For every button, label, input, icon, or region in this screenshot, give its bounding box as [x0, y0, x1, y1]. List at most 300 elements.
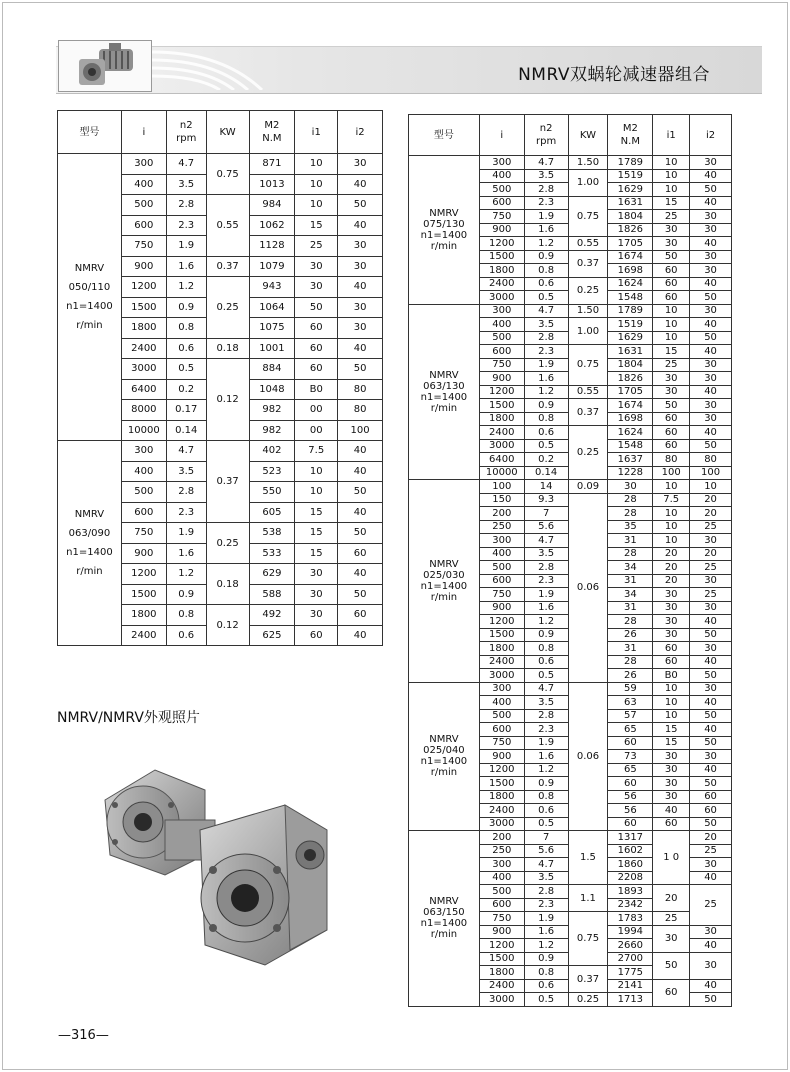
n2-cell: 0.6 [166, 625, 206, 646]
ratio-cell: 900 [479, 223, 524, 237]
n2-cell: 4.7 [524, 682, 568, 696]
m2-cell: 1674 [608, 250, 653, 264]
n2-cell: 1.9 [166, 523, 206, 544]
n2-cell: 2.8 [524, 183, 568, 197]
m2-cell: 1629 [608, 183, 653, 197]
n2-cell: 0.9 [166, 297, 206, 318]
ratio-cell: 1800 [479, 264, 524, 278]
ratio-cell: 200 [479, 507, 524, 521]
m2-cell: 2700 [608, 952, 653, 966]
header-m2: M2 N.M [608, 115, 653, 156]
ratio-cell: 1500 [479, 250, 524, 264]
n2-cell: 2.8 [166, 195, 206, 216]
i2-cell: 30 [690, 372, 732, 386]
n2-cell: 1.9 [524, 736, 568, 750]
i2-cell: 20 [690, 493, 732, 507]
n2-cell: 0.6 [524, 804, 568, 818]
i1-cell: 15 [295, 523, 338, 544]
m2-cell: 59 [608, 682, 653, 696]
page-title: NMRV双蜗轮减速器组合 [518, 65, 710, 85]
m2-cell: 1826 [608, 223, 653, 237]
kw-cell: 0.09 [568, 480, 608, 494]
kw-cell: 0.75 [206, 154, 249, 195]
ratio-cell: 2400 [479, 655, 524, 669]
header-i: i [479, 115, 524, 156]
n2-cell: 2.8 [524, 331, 568, 345]
ratio-cell: 3000 [121, 359, 166, 380]
i1-cell: 15 [653, 196, 690, 210]
i2-cell: 30 [690, 858, 732, 872]
kw-cell: 0.75 [568, 196, 608, 237]
m2-cell: 402 [249, 441, 295, 462]
kw-cell: 0.25 [568, 993, 608, 1007]
i1-cell: 30 [653, 763, 690, 777]
i1-cell: 20 [653, 574, 690, 588]
m2-cell: 1698 [608, 264, 653, 278]
ratio-cell: 750 [479, 210, 524, 224]
n2-cell: 2.8 [524, 885, 568, 899]
i2-cell: 40 [338, 625, 383, 646]
i2-cell: 50 [690, 709, 732, 723]
n2-cell: 1.9 [524, 588, 568, 602]
n2-cell: 1.6 [524, 372, 568, 386]
i2-cell: 25 [690, 588, 732, 602]
ratio-cell: 300 [479, 156, 524, 170]
kw-cell: 1.50 [568, 156, 608, 170]
ratio-cell: 1500 [479, 777, 524, 791]
i2-cell: 30 [690, 358, 732, 372]
m2-cell: 31 [608, 601, 653, 615]
ratio-cell: 750 [479, 912, 524, 926]
n2-cell: 3.5 [524, 547, 568, 561]
i1-cell: 60 [653, 277, 690, 291]
header-i2: i2 [690, 115, 732, 156]
ratio-cell: 150 [479, 493, 524, 507]
i2-cell: 30 [690, 534, 732, 548]
i1-cell: B0 [295, 379, 338, 400]
i2-cell: 50 [690, 817, 732, 831]
n2-cell: 3.5 [166, 461, 206, 482]
ratio-cell: 6400 [121, 379, 166, 400]
i1-cell: 30 [653, 237, 690, 251]
ratio-cell: 1200 [479, 385, 524, 399]
ratio-cell: 2400 [479, 979, 524, 993]
i2-cell: 50 [690, 628, 732, 642]
i1-cell: 10 [653, 318, 690, 332]
n2-cell: 2.3 [524, 196, 568, 210]
i2-cell: 30 [690, 642, 732, 656]
i2-cell: 30 [338, 236, 383, 257]
i1-cell: 25 [653, 210, 690, 224]
n2-cell: 1.2 [524, 939, 568, 953]
ratio-cell: 300 [479, 534, 524, 548]
n2-cell: 2.3 [166, 502, 206, 523]
i1-cell: 25 [653, 912, 690, 926]
m2-cell: 31 [608, 574, 653, 588]
ratio-cell: 2400 [479, 426, 524, 440]
model-cell: NMRV 025/040 n1=1400 r/min [409, 682, 480, 831]
i2-cell: 40 [690, 277, 732, 291]
ratio-cell: 400 [479, 696, 524, 710]
n2-cell: 0.8 [524, 642, 568, 656]
i2-cell: 40 [338, 502, 383, 523]
m2-cell: 28 [608, 547, 653, 561]
ratio-cell: 250 [479, 844, 524, 858]
m2-cell: 1064 [249, 297, 295, 318]
spec-table-right [408, 114, 732, 1007]
i1-cell: 30 [295, 584, 338, 605]
header-model: 型号 [409, 115, 480, 156]
m2-cell: 605 [249, 502, 295, 523]
i1-cell: 80 [653, 453, 690, 467]
i2-cell: 50 [690, 439, 732, 453]
m2-cell: 56 [608, 790, 653, 804]
i1-cell: 20 [653, 885, 690, 912]
m2-cell: 1317 [608, 831, 653, 845]
n2-cell: 1.9 [524, 210, 568, 224]
m2-cell: 1519 [608, 318, 653, 332]
i1-cell: 60 [295, 625, 338, 646]
kw-cell: 0.25 [568, 277, 608, 304]
i1-cell: 50 [653, 399, 690, 413]
kw-cell: 1.50 [568, 304, 608, 318]
m2-cell: 34 [608, 588, 653, 602]
n2-cell: 5.6 [524, 520, 568, 534]
m2-cell: 35 [608, 520, 653, 534]
m2-cell: 1994 [608, 925, 653, 939]
m2-cell: 982 [249, 420, 295, 441]
ratio-cell: 400 [121, 461, 166, 482]
i1-cell: 30 [653, 790, 690, 804]
n2-cell: 1.9 [166, 236, 206, 257]
table-row [409, 156, 732, 170]
i2-cell: 30 [690, 223, 732, 237]
i2-cell: 40 [338, 215, 383, 236]
n2-cell: 0.6 [166, 338, 206, 359]
ratio-cell: 1500 [479, 399, 524, 413]
m2-cell: 1713 [608, 993, 653, 1007]
i1-cell: 60 [653, 439, 690, 453]
kw-cell: 0.75 [568, 345, 608, 386]
m2-cell: 1804 [608, 358, 653, 372]
i2-cell: 25 [690, 885, 732, 926]
i2-cell: 40 [690, 615, 732, 629]
i1-cell: 20 [653, 561, 690, 575]
i2-cell: 30 [690, 250, 732, 264]
ratio-cell: 2400 [121, 338, 166, 359]
i1-cell: 30 [653, 777, 690, 791]
n2-cell: 4.7 [524, 534, 568, 548]
n2-cell: 2.8 [524, 561, 568, 575]
i1-cell: B0 [653, 669, 690, 683]
m2-cell: 625 [249, 625, 295, 646]
kw-cell: 0.75 [568, 912, 608, 966]
m2-cell: 550 [249, 482, 295, 503]
m2-cell: 1624 [608, 426, 653, 440]
m2-cell: 1631 [608, 196, 653, 210]
n2-cell: 0.8 [166, 605, 206, 626]
m2-cell: 538 [249, 523, 295, 544]
i2-cell: 30 [338, 256, 383, 277]
i2-cell: 30 [338, 318, 383, 339]
ratio-cell: 400 [479, 318, 524, 332]
i1-cell: 30 [653, 372, 690, 386]
spec-table-left [57, 110, 383, 646]
m2-cell: 533 [249, 543, 295, 564]
ratio-cell: 3000 [479, 993, 524, 1007]
ratio-cell: 6400 [479, 453, 524, 467]
ratio-cell: 900 [479, 925, 524, 939]
ratio-cell: 1800 [479, 642, 524, 656]
i2-cell: 40 [690, 723, 732, 737]
kw-cell: 0.55 [568, 385, 608, 399]
i2-cell: 80 [338, 379, 383, 400]
n2-cell: 0.17 [166, 400, 206, 421]
ratio-cell: 600 [479, 723, 524, 737]
table-row [58, 154, 383, 175]
m2-cell: 492 [249, 605, 295, 626]
i2-cell: 40 [690, 763, 732, 777]
ratio-cell: 1500 [121, 297, 166, 318]
i1-cell: 10 [653, 682, 690, 696]
i1-cell: 10 [295, 482, 338, 503]
n2-cell: 4.7 [524, 304, 568, 318]
i1-cell: 15 [653, 723, 690, 737]
ratio-cell: 500 [479, 885, 524, 899]
ratio-cell: 900 [479, 372, 524, 386]
i1-cell: 50 [653, 952, 690, 979]
i1-cell: 60 [295, 338, 338, 359]
kw-cell: 0.18 [206, 564, 249, 605]
table-header-row [409, 115, 732, 156]
n2-cell: 1.2 [524, 237, 568, 251]
ratio-cell: 600 [121, 502, 166, 523]
m2-cell: 57 [608, 709, 653, 723]
ratio-cell: 1800 [479, 790, 524, 804]
ratio-cell: 600 [121, 215, 166, 236]
i1-cell: 10 [653, 696, 690, 710]
double-worm-gearbox-photo [95, 760, 335, 970]
ratio-cell: 1800 [479, 966, 524, 980]
i2-cell: 100 [338, 420, 383, 441]
n2-cell: 3.5 [166, 174, 206, 195]
i1-cell: 10 [653, 304, 690, 318]
i1-cell: 30 [653, 628, 690, 642]
ratio-cell: 900 [121, 256, 166, 277]
ratio-cell: 600 [479, 345, 524, 359]
n2-cell: 1.6 [524, 223, 568, 237]
kw-cell: 0.37 [206, 256, 249, 277]
m2-cell: 1062 [249, 215, 295, 236]
i1-cell: 50 [295, 297, 338, 318]
kw-cell: 1.00 [568, 169, 608, 196]
ratio-cell: 400 [479, 871, 524, 885]
m2-cell: 34 [608, 561, 653, 575]
n2-cell: 0.6 [524, 979, 568, 993]
n2-cell: 4.7 [524, 858, 568, 872]
m2-cell: 1075 [249, 318, 295, 339]
header-i: i [121, 111, 166, 154]
n2-cell: 1.2 [166, 277, 206, 298]
kw-cell: 1.5 [568, 831, 608, 885]
m2-cell: 982 [249, 400, 295, 421]
m2-cell: 1624 [608, 277, 653, 291]
table-row [409, 480, 732, 494]
i1-cell: 20 [653, 547, 690, 561]
n2-cell: 1.2 [166, 564, 206, 585]
n2-cell: 2.3 [524, 345, 568, 359]
i1-cell: 15 [295, 502, 338, 523]
i1-cell: 00 [295, 400, 338, 421]
n2-cell: 3.5 [524, 169, 568, 183]
model-cell: NMRV 063/090 n1=1400 r/min [58, 441, 122, 646]
ratio-cell: 600 [479, 196, 524, 210]
i2-cell: 30 [690, 399, 732, 413]
m2-cell: 31 [608, 534, 653, 548]
n2-cell: 0.6 [524, 426, 568, 440]
n2-cell: 3.5 [524, 696, 568, 710]
i2-cell: 40 [338, 564, 383, 585]
n2-cell: 0.9 [166, 584, 206, 605]
m2-cell: 28 [608, 615, 653, 629]
m2-cell: 871 [249, 154, 295, 175]
kw-cell: 1.00 [568, 318, 608, 345]
i2-cell: 50 [338, 195, 383, 216]
i1-cell: 30 [653, 615, 690, 629]
m2-cell: 60 [608, 817, 653, 831]
i1-cell: 10 [653, 709, 690, 723]
header-i1: i1 [653, 115, 690, 156]
i1-cell: 10 [653, 480, 690, 494]
kw-cell: 0.37 [568, 966, 608, 993]
i1-cell: 40 [653, 804, 690, 818]
i2-cell: 25 [690, 844, 732, 858]
table-row [409, 682, 732, 696]
ratio-cell: 300 [479, 858, 524, 872]
i1-cell: 60 [653, 412, 690, 426]
m2-cell: 1048 [249, 379, 295, 400]
page-number: —316— [58, 1028, 109, 1043]
i1-cell: 60 [653, 642, 690, 656]
model-cell: NMRV 063/130 n1=1400 r/min [409, 304, 480, 480]
i2-cell: 25 [690, 520, 732, 534]
ratio-cell: 1800 [121, 318, 166, 339]
ratio-cell: 250 [479, 520, 524, 534]
i2-cell: 40 [690, 169, 732, 183]
table-row [409, 831, 732, 845]
i2-cell: 50 [338, 359, 383, 380]
ratio-cell: 1200 [121, 564, 166, 585]
ratio-cell: 750 [479, 588, 524, 602]
ratio-cell: 500 [479, 183, 524, 197]
kw-cell: 0.25 [568, 426, 608, 480]
n2-cell: 2.8 [166, 482, 206, 503]
i2-cell: 80 [690, 453, 732, 467]
i1-cell: 1 0 [653, 831, 690, 885]
m2-cell: 1775 [608, 966, 653, 980]
i2-cell: 50 [690, 669, 732, 683]
photo-section-title: NMRV/NMRV外观照片 [57, 710, 200, 726]
model-cell: NMRV 050/110 n1=1400 r/min [58, 154, 122, 441]
n2-cell: 1.2 [524, 763, 568, 777]
i2-cell: 50 [690, 993, 732, 1007]
i1-cell: 25 [653, 358, 690, 372]
i1-cell: 50 [653, 250, 690, 264]
i1-cell: 100 [653, 466, 690, 480]
i1-cell: 15 [295, 543, 338, 564]
i1-cell: 60 [295, 318, 338, 339]
ratio-cell: 10000 [479, 466, 524, 480]
m2-cell: 60 [608, 736, 653, 750]
header-n2: n2 rpm [524, 115, 568, 156]
m2-cell: 2660 [608, 939, 653, 953]
m2-cell: 1013 [249, 174, 295, 195]
i2-cell: 30 [690, 304, 732, 318]
i1-cell: 00 [295, 420, 338, 441]
m2-cell: 1789 [608, 156, 653, 170]
n2-cell: 0.2 [166, 379, 206, 400]
i1-cell: 10 [653, 183, 690, 197]
m2-cell: 943 [249, 277, 295, 298]
n2-cell: 2.3 [524, 574, 568, 588]
n2-cell: 0.14 [524, 466, 568, 480]
i1-cell: 10 [295, 195, 338, 216]
i1-cell: 60 [295, 359, 338, 380]
n2-cell: 1.6 [524, 750, 568, 764]
m2-cell: 984 [249, 195, 295, 216]
i2-cell: 100 [690, 466, 732, 480]
ratio-cell: 3000 [479, 439, 524, 453]
kw-cell: 0.18 [206, 338, 249, 359]
i1-cell: 10 [295, 154, 338, 175]
i1-cell: 15 [295, 215, 338, 236]
m2-cell: 1674 [608, 399, 653, 413]
i2-cell: 30 [690, 210, 732, 224]
n2-cell: 3.5 [524, 871, 568, 885]
i2-cell: 20 [690, 831, 732, 845]
i2-cell: 50 [338, 584, 383, 605]
m2-cell: 1804 [608, 210, 653, 224]
ratio-cell: 1200 [479, 763, 524, 777]
ratio-cell: 300 [121, 154, 166, 175]
ratio-cell: 750 [121, 236, 166, 257]
i1-cell: 60 [653, 655, 690, 669]
m2-cell: 1637 [608, 453, 653, 467]
ratio-cell: 400 [479, 169, 524, 183]
m2-cell: 1860 [608, 858, 653, 872]
n2-cell: 0.5 [524, 439, 568, 453]
ratio-cell: 1500 [479, 628, 524, 642]
kw-cell: 0.37 [568, 399, 608, 426]
kw-cell: 0.06 [568, 493, 608, 682]
i2-cell: 30 [690, 574, 732, 588]
n2-cell: 0.8 [166, 318, 206, 339]
i2-cell: 60 [338, 543, 383, 564]
n2-cell: 1.6 [524, 925, 568, 939]
i1-cell: 25 [295, 236, 338, 257]
m2-cell: 1789 [608, 304, 653, 318]
model-cell: NMRV 025/030 n1=1400 r/min [409, 480, 480, 683]
m2-cell: 1705 [608, 237, 653, 251]
i2-cell: 40 [338, 441, 383, 462]
m2-cell: 1893 [608, 885, 653, 899]
i2-cell: 40 [690, 696, 732, 710]
ratio-cell: 750 [121, 523, 166, 544]
ratio-cell: 900 [479, 750, 524, 764]
i2-cell: 60 [690, 804, 732, 818]
i1-cell: 60 [653, 979, 690, 1006]
i2-cell: 30 [690, 601, 732, 615]
